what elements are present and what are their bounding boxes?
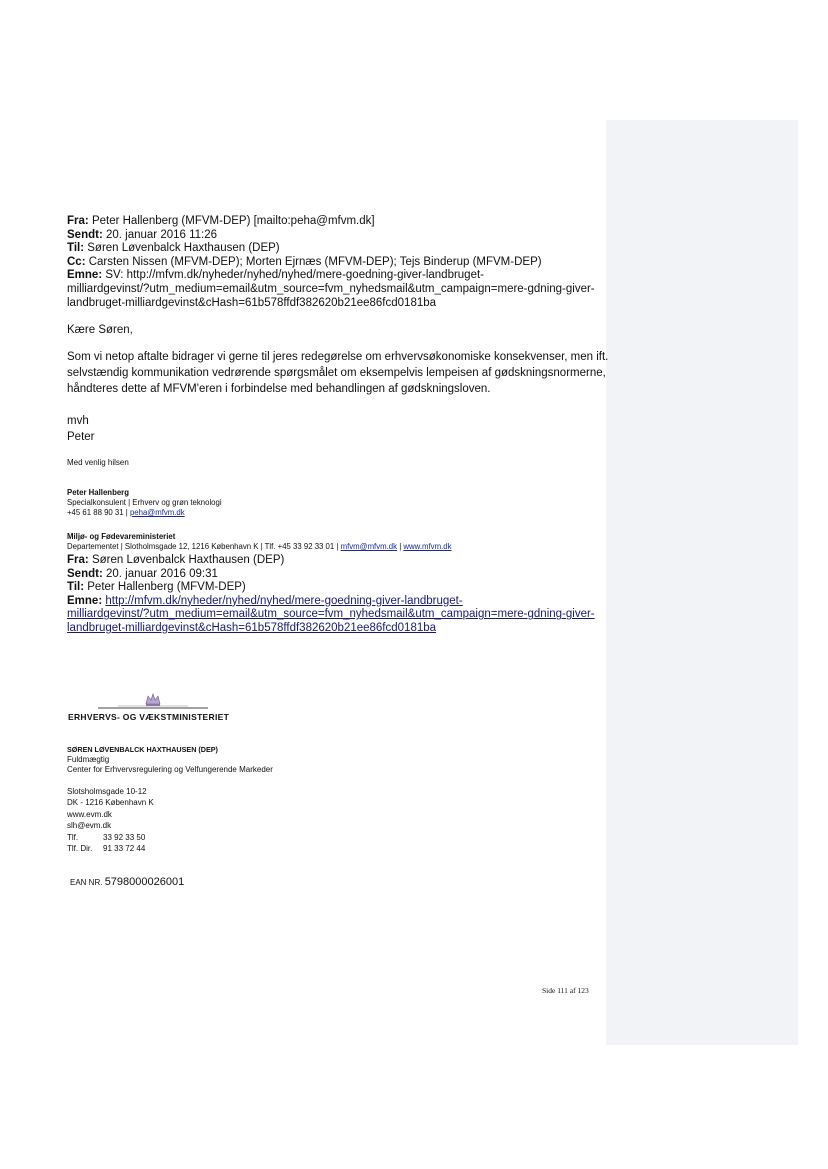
sig2-title: Fuldmægtig <box>67 755 110 764</box>
page-number: Side 111 af 123 <box>542 986 589 995</box>
sig2-web[interactable]: www.evm.dk <box>67 809 112 819</box>
subject-line-1: SV: http://mfvm.dk/nyheder/nyhed/nyhed/mere-goedning-giver-landbruget- <box>105 269 485 282</box>
signature-peter: Peter Hallenberg Specialkonsulent | Erhverv og grøn teknologi +45 61 88 90 31 | peha@mfvm.dk <box>67 488 607 518</box>
org-name: Miljø- og Fødevareministeriet <box>67 532 176 541</box>
subject-link-line-1[interactable]: http://mfvm.dk/nyheder/nyhed/nyhed/mere-goedning-giver-landbruget- <box>105 594 463 607</box>
email-header-1 <box>67 215 607 310</box>
email-body <box>67 349 627 397</box>
sig2-name: SØREN LØVENBALCK HAXTHAUSEN (DEP) <box>67 745 218 754</box>
sig2-email[interactable]: slh@evm.dk <box>67 821 112 831</box>
signature-soren <box>67 745 607 775</box>
sig-email-link[interactable]: peha@mfvm.dk <box>129 508 185 517</box>
crown-icon <box>68 690 248 712</box>
sig-name: Peter Hallenberg <box>67 488 129 497</box>
subject-line-2: milliardgevinst/?utm_medium=email&utm_source=fvm_nyhedsmail&utm_campaign=mere-gdning-giver- <box>67 282 595 295</box>
body-line-2: selvstændig kommunikation vedrørende spørgsmålet om eksempelvis lempeisen af gødskningsnormerne, <box>67 367 606 379</box>
address-block: Slotsholmsgade 10-12 DK - 1216 København K www.evm.dk slh@evm.dk Tlf. 33 92 33 50 Tlf. Dir. 91 33 72 44 <box>67 786 607 854</box>
sent-value: 20. januar 2016 11:26 <box>105 228 218 241</box>
subject-link-line-2[interactable]: milliardgevinst/?utm_medium=email&utm_source=fvm_nyhedsmail&utm_campaign=mere-gdning-giver- <box>67 608 595 621</box>
org-block: Miljø- og Fødevareministeriet Departementet | Slotholmsgade 12, 1216 København K | Tlf. +45 33 92 33 01 | mfvm@mfvm.dk | www.mfvm.dk <box>67 532 452 551</box>
ean-number: EAN NR. 5798000026001 <box>70 876 185 888</box>
cc-value: Carsten Nissen (MFVM-DEP); Morten Ejrnæs (MFVM-DEP); Tejs Binderup (MFVM-DEP) <box>88 255 542 268</box>
to-label: Til: <box>67 242 85 255</box>
subject-label: Emne: <box>67 269 103 282</box>
email-header-2: Fra: Søren Løvenbalck Haxthausen (DEP) Sendt: 20. januar 2016 09:31 Til: Peter Hallenberg (MFVM-DEP) Emne: http://mfvm.dk/nyheder/nyhed/nyhed/mere-goedning-giver-landbruget- milliardgevinst/?utm_medium=email&utm_source=fvm_nyhedsmail&utm_campaign=mere-gdning-giver- landbruget-milliardgevinst&cHash=61b578ffdf382620b21ee86fcd0181ba <box>67 554 607 636</box>
from-value: Peter Hallenberg (MFVM-DEP) [mailto:peha@mfvm.dk] <box>91 215 375 227</box>
body-line-1: Som vi netop aftalte bidrager vi gerne til jeres redegørelse om erhvervsøkonomiske konsekvenser, men ift. <box>67 351 609 363</box>
email-greeting: Kære Søren, <box>67 324 133 336</box>
email-closing: mvh Peter <box>67 415 95 443</box>
body-line-3: håndteres dette af MFVM'eren i forbindelse med behandlingen af gødskningsloven. <box>67 383 491 395</box>
subject-link-line-3[interactable]: landbruget-milliardgevinst&cHash=61b578ffdf382620b21ee86fcd0181ba <box>67 621 437 634</box>
sig2-center: Center for Erhvervsregulering og Velfungerende Markeder <box>67 765 273 774</box>
subject-line-3: landbruget-milliardgevinst&cHash=61b578ffdf382620b21ee86fcd0181ba <box>67 296 437 309</box>
logo-text: ERHVERVS- OG VÆKSTMINISTERIET <box>68 712 230 722</box>
org-email-link[interactable]: mfvm@mfvm.dk <box>340 542 398 551</box>
to-value: Søren Løvenbalck Haxthausen (DEP) <box>87 242 280 255</box>
cc-label: Cc: <box>67 255 86 268</box>
sent-label: Sendt: <box>67 228 103 241</box>
from-label: Fra: <box>67 215 89 227</box>
sig-title: Specialkonsulent | Erhverv og grøn teknologi <box>67 498 222 507</box>
page-side-shading <box>606 120 798 1045</box>
ministry-logo <box>68 690 248 726</box>
regards-text: Med venlig hilsen <box>67 458 129 467</box>
org-web-link[interactable]: www.mfvm.dk <box>403 542 452 551</box>
